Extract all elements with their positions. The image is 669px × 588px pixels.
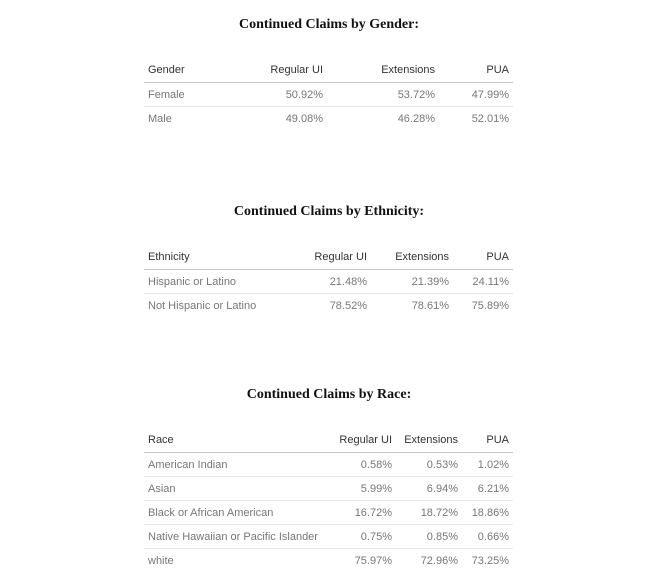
extensions-value: 21.39% — [371, 270, 453, 294]
pua-value: 75.89% — [471, 299, 509, 312]
row-label: Female — [144, 83, 254, 107]
extensions-value: 0.53% — [396, 453, 462, 477]
column-header-gender: Gender — [144, 57, 254, 83]
ethnicity-section-title: Continued Claims by Ethnicity: — [233, 204, 425, 219]
row-label: American Indian — [144, 453, 335, 477]
column-header-regular-ui: Regular UI — [254, 57, 327, 83]
column-header-pua: PUA — [462, 427, 513, 453]
table-row — [144, 477, 513, 501]
pua-value: 24.11% — [453, 270, 513, 294]
regular-ui-value: 0.75% — [335, 525, 396, 549]
pua-value: 18.86% — [462, 501, 513, 525]
row-label: Not Hispanic or Latino — [148, 299, 257, 312]
table-row — [144, 525, 513, 549]
regular-ui-value: 5.99% — [335, 477, 396, 501]
gender-claims-table — [144, 57, 513, 130]
regular-ui-value: 49.08% — [285, 112, 323, 125]
column-header-ethnicity: Ethnicity — [144, 244, 299, 270]
column-header-race: Race — [144, 427, 335, 453]
table-row — [144, 294, 513, 318]
regular-ui-value: 50.92% — [254, 83, 327, 107]
table-header-row — [144, 244, 513, 270]
ethnicity-claims-table — [144, 244, 513, 317]
extensions-value: 72.96% — [420, 554, 458, 567]
regular-ui-value: 16.72% — [335, 501, 396, 525]
extensions-value: 6.94% — [396, 477, 462, 501]
regular-ui-value: 0.58% — [335, 453, 396, 477]
pua-value: 73.25% — [471, 554, 509, 567]
race-claims-table — [144, 427, 513, 572]
regular-ui-value: 75.97% — [354, 554, 392, 567]
table-row — [144, 83, 513, 107]
pua-value: 52.01% — [471, 112, 509, 125]
gender-section-title: Continued Claims by Gender: — [238, 17, 420, 32]
table-row — [144, 501, 513, 525]
pua-value: 47.99% — [439, 83, 513, 107]
table-header-row — [144, 427, 513, 453]
row-label: Native Hawaiian or Pacific Islander — [144, 525, 335, 549]
regular-ui-value: 21.48% — [299, 270, 371, 294]
row-label: Male — [148, 112, 172, 125]
extensions-value: 53.72% — [327, 83, 439, 107]
extensions-value: 18.72% — [396, 501, 462, 525]
pua-value: 0.66% — [462, 525, 513, 549]
row-label: Asian — [144, 477, 335, 501]
column-header-extensions: Extensions — [327, 57, 439, 83]
table-row — [144, 270, 513, 294]
table-header-row — [144, 57, 513, 83]
column-header-pua: PUA — [453, 244, 513, 270]
row-label: Black or African American — [144, 501, 335, 525]
regular-ui-value: 78.52% — [329, 299, 367, 312]
pua-value: 1.02% — [462, 453, 513, 477]
race-section-title: Continued Claims by Race: — [246, 387, 412, 402]
column-header-pua: PUA — [439, 57, 513, 83]
row-label: white — [148, 554, 174, 567]
extensions-value: 78.61% — [411, 299, 449, 312]
table-row — [144, 107, 513, 131]
row-label: Hispanic or Latino — [144, 270, 299, 294]
extensions-value: 0.85% — [396, 525, 462, 549]
pua-value: 6.21% — [462, 477, 513, 501]
table-row — [144, 453, 513, 477]
extensions-value: 46.28% — [397, 112, 435, 125]
column-header-extensions: Extensions — [396, 427, 462, 453]
table-row — [144, 549, 513, 573]
column-header-regular-ui: Regular UI — [299, 244, 371, 270]
column-header-regular-ui: Regular UI — [335, 427, 396, 453]
column-header-extensions: Extensions — [371, 244, 453, 270]
